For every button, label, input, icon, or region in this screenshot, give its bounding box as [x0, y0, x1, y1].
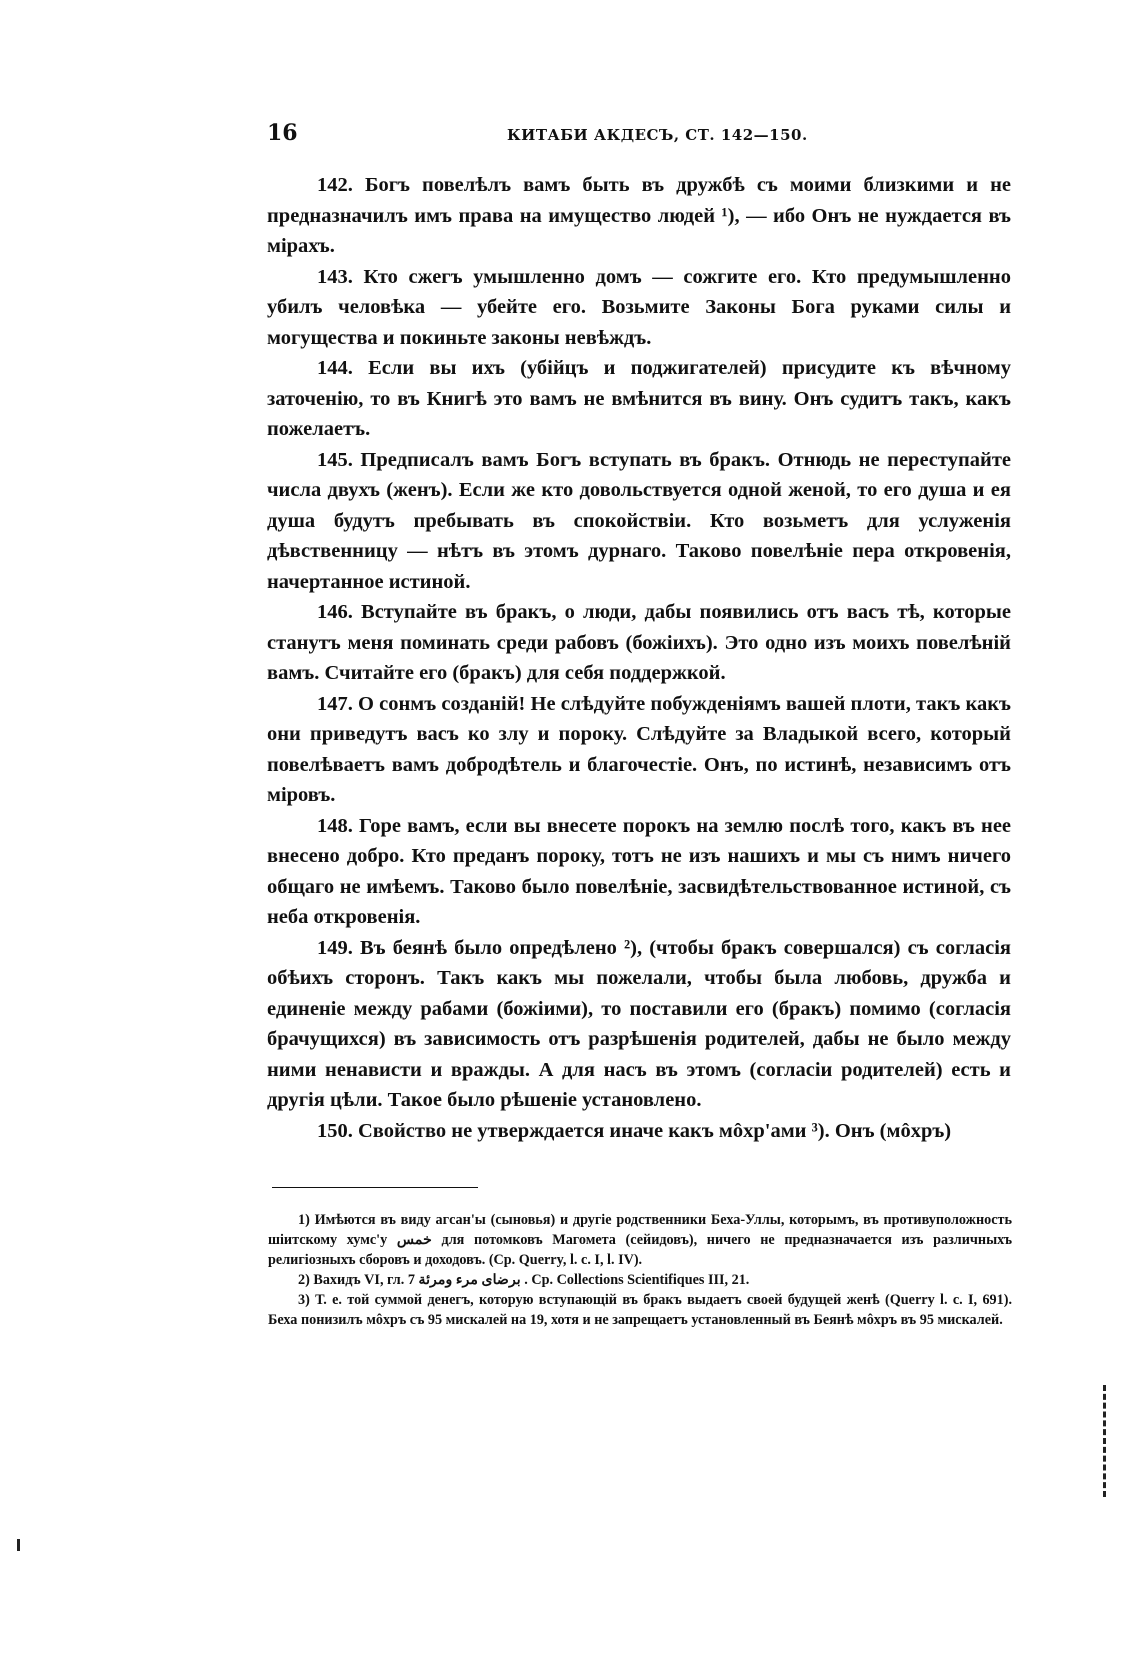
verse-number: 147.	[317, 692, 353, 715]
verse-number: 149.	[317, 936, 353, 959]
corner-scan-mark	[17, 1539, 20, 1551]
verse-paragraph	[267, 933, 1011, 1116]
verse-paragraph	[267, 811, 1011, 933]
verse-paragraph	[267, 445, 1011, 598]
footnotes	[268, 1210, 1012, 1330]
verse-paragraph	[267, 353, 1011, 445]
margin-scan-mark	[1103, 1385, 1114, 1497]
verse-text: Предписалъ вамъ Богъ вступать въ бракъ. Отнюдь не переступайте числа двухъ (женъ). Если же кто довольствуется одной женой, то его душа и ея душа будутъ пребывать въ спокойствіи. Кто возьметъ для услуженія дѣвственницу — нѣтъ въ этомъ дурнаго. Таково повелѣніе пера откровенія, начертанное истиной.	[267, 448, 1011, 593]
verse-paragraph	[267, 262, 1011, 354]
verse-paragraph	[267, 597, 1011, 689]
verse-number: 146.	[317, 601, 353, 623]
verse-number: 143.	[317, 265, 353, 288]
verse-paragraph	[267, 1116, 1011, 1147]
footnote: 3) Т. е. той суммой денегъ, которую вступающій въ бракъ выдаетъ своей будущей женѣ (Querry l. c. I, 691). Беха понизилъ мôхръ съ 95 мискалей на 19, хотя и не запрещаетъ установленный въ Беянѣ мôхръ въ 95 мискалей.	[268, 1292, 1012, 1328]
verse-number: 145.	[317, 448, 353, 471]
verse-text: Свойство не утверждается иначе какъ мôхр'ами ³). Онъ (мôхръ)	[358, 1119, 952, 1142]
verse-text: Кто сжегъ умышленно домъ — сожгите его. Кто предумышленно убилъ человѣка — убейте его. Возьмите Законы Бога руками силы и могущества и покиньте законы невѣждъ.	[267, 265, 1011, 349]
verse-text: О сонмъ созданій! Не слѣдуйте побужденіямъ вашей плоти, такъ какъ они приведутъ васъ ко злу и пороку. Слѣдуйте за Владыкой всего, который повелѣваетъ вамъ добродѣтель и благочестіе. Онъ, по истинѣ, независимъ отъ міровъ.	[267, 692, 1012, 806]
footnote: 1) Имѣются въ виду агсан'ы (сыновья) и другіе родственники Беха-Уллы, которымъ, въ противуположность шіитскому хумс'у خمس для потомковъ Магомета (сейидовъ), ничего не предназначается изъ различныхъ религіозныхъ сборовъ и доходовъ. (Ср. Querry, l. c. I, l. IV).	[268, 1212, 1012, 1268]
verse-number: 142.	[317, 174, 353, 196]
verse-text: Вступайте въ бракъ, о люди, дабы появились отъ васъ тѣ, которые станутъ меня поминать среди рабовъ (божіихъ). Это одно изъ моихъ повелѣній вамъ. Считайте его (бракъ) для себя поддержкой.	[267, 601, 1011, 684]
footnote: 2) Вахидъ VI, гл. 7 برضای مرء ومرئة . Ср. Collections Scientifiques III, 21.	[298, 1272, 750, 1288]
footnote-divider	[272, 1187, 478, 1188]
verse-text: Богъ повелѣлъ вамъ быть въ дружбѣ съ моими близкими и не предназначилъ имъ права на имущество людей ¹), — ибо Онъ не нуждается въ мірахъ.	[267, 174, 1012, 257]
page-header	[267, 120, 1011, 152]
verse-paragraph	[267, 689, 1011, 811]
verse-text: Если вы ихъ (убійцъ и поджигателей) присудите къ вѣчному заточенію, то въ Книгѣ это вамъ не вмѣнится въ вину. Онъ судитъ такъ, какъ пожелаетъ.	[267, 357, 1012, 440]
running-title: КИТАБИ АКДЕСЪ, СТ. 142—150.	[507, 126, 808, 144]
verse-number: 150.	[317, 1119, 353, 1142]
verse-number: 144.	[317, 357, 353, 379]
verse-paragraph	[267, 170, 1011, 262]
page-number: 16	[267, 120, 298, 146]
verse-text: Въ беянѣ было опредѣлено ²), (чтобы бракъ совершался) съ согласія обѣихъ сторонъ. Такъ какъ мы пожелали, чтобы была любовь, дружба и единеніе между рабами (божіими), то поставили его (бракъ) помимо (согласія брачущихся) въ зависимость отъ разрѣшенія родителей, дабы не было между ними ненависти и вражды. А для насъ въ этомъ (согласіи родителей) есть и другія цѣли. Такое было рѣшеніе установлено.	[267, 936, 1012, 1111]
verse-number: 148.	[317, 814, 353, 837]
verse-text: Горе вамъ, если вы внесете порокъ на землю послѣ того, какъ въ нее внесено добро. Кто преданъ пороку, тотъ не изъ нашихъ и мы съ нимъ ничего общаго не имѣемъ. Таково было повелѣніе, засвидѣтельствованное истиной, съ неба откровенія.	[267, 814, 1012, 928]
main-text	[267, 170, 1011, 1146]
